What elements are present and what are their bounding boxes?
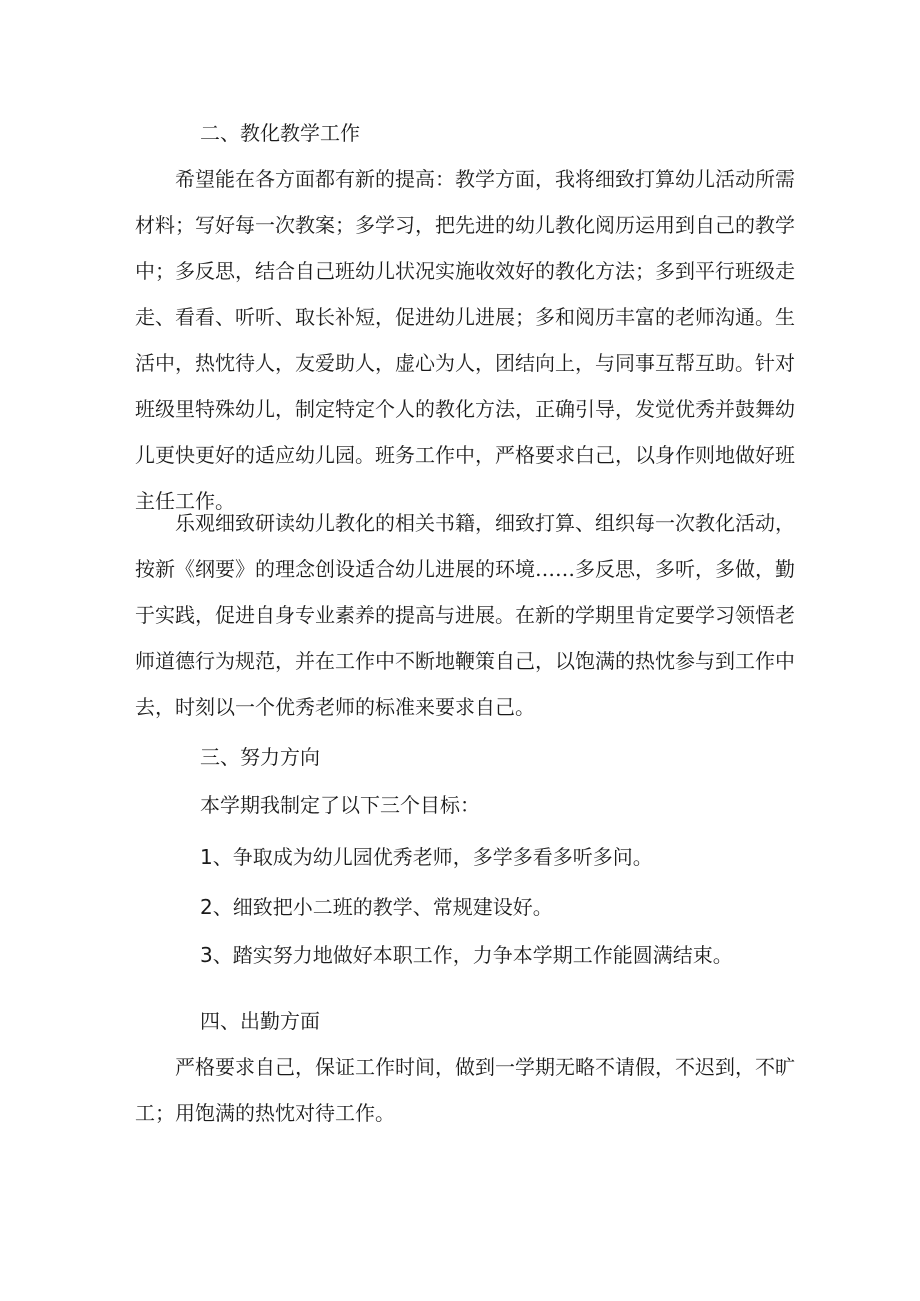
- section-heading-attendance: 四、出勤方面: [200, 1009, 320, 1033]
- goal-separator: 、: [212, 943, 233, 967]
- paragraph-attendance: 严格要求自己，保证工作时间，做到一学期无略不请假，不迟到，不旷工；用饱满的热忱对待工作。: [135, 1055, 795, 1125]
- goal-separator: 、: [212, 845, 233, 869]
- paragraph-teaching-plan: 希望能在各方面都有新的提高：教学方面，我将细致打算幼儿活动所需材料；写好每一次教案；多学习，把先进的幼儿教化阅历运用到自己的教学中；多反思，结合自己班幼儿状况实施收效好的教化方法；多到平行班级走走、看看、听听、取长补短，促进幼儿进展；多和阅历丰富的老师沟通。生活中，热忱待人，友爱助人，虚心为人，团结向上，与同事互帮互助。针对班级里特殊幼儿，制定特定个人的教化方法，正确引导，发觉优秀并鼓舞幼儿更快更好的适应幼儿园。班务工作中，严格要求白己，以身作则地做好班主任工作。: [135, 167, 795, 513]
- goal-number: 1: [200, 845, 213, 869]
- goal-number: 2: [200, 895, 213, 919]
- goals-intro: 本学期我制定了以下三个目标：: [200, 793, 480, 817]
- goal-item: [200, 834, 800, 880]
- section-heading-teaching: 二、教化教学工作: [200, 121, 360, 145]
- goal-separator: 、: [212, 895, 233, 919]
- goal-text: 争取成为幼儿园优秀老师，多学多看多听多问。: [232, 845, 653, 869]
- paragraph-study-reflection: 乐观细致研读幼儿教化的相关书籍，细致打算、组织每一次教化活动，按新《纲要》的理念创设适合幼儿进展的环境……多反思，多听，多做，勤于实践，促进自身专业素养的提高与进展。在新的学期里肯定要学习领悟老师道德行为规范，并在工作中不断地鞭策自己，以饱满的热忱参与到工作中去，时刻以一个优秀老师的标准来要求自己。: [135, 511, 795, 719]
- section-heading-direction: 三、努力方向: [200, 745, 320, 769]
- goal-item: [200, 884, 800, 930]
- goal-text: 细致把小二班的教学、常规建设好。: [232, 895, 553, 919]
- goal-text: 踏实努力地做好本职工作，力争本学期工作能圆满结束。: [232, 943, 733, 967]
- goal-number: 3: [200, 943, 213, 967]
- goal-item: [200, 932, 800, 978]
